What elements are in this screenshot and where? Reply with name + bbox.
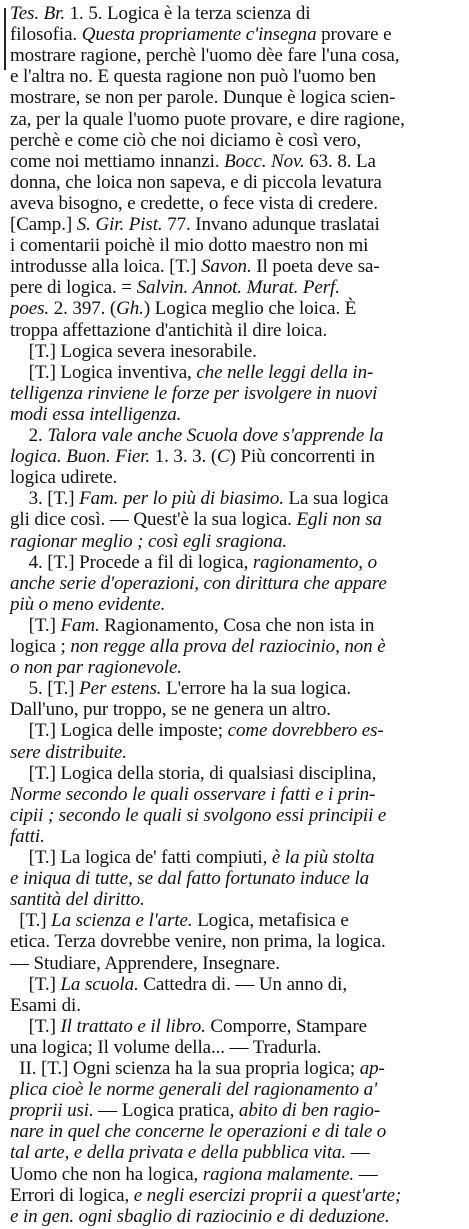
italic-text: ap- (359, 1058, 385, 1079)
text-run: e l'altra no. E questa ragione non può l'uomo ben (10, 66, 377, 88)
text-run: 1. 3. 3. ( (150, 446, 218, 468)
text-run: perchè e come ciò che noi diciamo è così vero, (10, 129, 361, 151)
italic-text: poes. (10, 298, 50, 320)
text-run: — (346, 1142, 370, 1164)
text-run: Comporre, Stampare (205, 1015, 367, 1037)
text-run: [T.] (10, 1015, 61, 1037)
text-run: 3. [T.] (10, 488, 80, 510)
text-run: [T.] La logica de' fatti compiuti, (10, 847, 272, 868)
italic-text: Talora vale anche Scuola dove s'apprende la (47, 425, 384, 446)
text-run: Ragionamento, Cosa che non ista in (99, 614, 375, 636)
italic-text: Bocc. Nov. (224, 150, 305, 172)
text-run: — (354, 1163, 378, 1185)
italic-text: Egli non sa (296, 509, 382, 531)
italic-text: logica. Buon. Fier. (10, 446, 151, 468)
text-run: [T.] Logica della storia, di qualsiasi disciplina, (10, 762, 377, 784)
margin-rule (4, 8, 6, 70)
text-run: mostrare, se non per parole. Dunque è logica scien- (10, 87, 396, 109)
italic-text: e negli esercizi proprii a quest'arte; (133, 1184, 402, 1206)
text-line (10, 1205, 462, 1229)
italic-text: S. Gir. Pist. (76, 214, 163, 235)
text-run: [T.] Logica severa inesorabile. (10, 340, 257, 362)
italic-text: ragiona malamente. (202, 1163, 355, 1185)
text-run: pere di logica. = (10, 277, 137, 299)
italic-text: santità del diritto. (10, 889, 145, 911)
italic-text: Il trattato e il libro. (60, 1015, 206, 1037)
italic-text: ragionamento, o (252, 551, 377, 573)
italic-text: nare in quel che concerne le operazioni e di tale o (10, 1121, 387, 1143)
text-run: filosofia. (10, 24, 82, 46)
italic-text: abito di ben ragio- (238, 1100, 381, 1122)
text-run: [T.] (10, 973, 61, 995)
text-run: come noi mettiamo innanzi. (10, 150, 225, 172)
italic-text: e iniqua di tutte, se dal fatto fortunato induce la (10, 868, 370, 890)
text-run: gli dice così. — Quest'è la sua logica. (10, 509, 297, 531)
text-run: 77. Invano adunque traslatai (162, 214, 380, 235)
italic-text: Tes. Br. (10, 3, 65, 24)
text-run: Logica, metafisica e (192, 910, 349, 932)
italic-text: telligenza rinviene le forze per isvolgere in nuovi (10, 382, 378, 404)
italic-text: ragionar meglio ; così egli sragiona. (10, 530, 288, 552)
italic-text: che nelle leggi della in- (196, 361, 374, 383)
text-run: L'errore ha la sua logica. (161, 678, 352, 700)
italic-text: come dovrebbero es- (227, 720, 384, 742)
italic-text: Per estens. (79, 678, 162, 700)
text-run: mostrare ragione, perchè l'uomo dèe fare l'una cosa, (10, 45, 400, 67)
italic-text: modi essa intelligenza. (10, 403, 182, 425)
italic-text: non regge alla prova del raziocinio, non è (70, 636, 386, 657)
text-run: La sua logica (283, 488, 389, 510)
text-run: ) Più concorrenti in (229, 446, 375, 468)
text-run: logica udirete. (10, 467, 118, 489)
text-run: — Logica pratica, (93, 1100, 239, 1122)
text-run: [T.] Logica inventiva, (10, 361, 197, 383)
italic-text: o non par ragionevole. (10, 657, 182, 679)
text-run: una logica; Il volume della... — Tradurla. (10, 1036, 322, 1058)
text-run: 5. [T.] (10, 678, 80, 700)
text-run: troppa affettazione d'antichità il dire loica. (10, 319, 328, 341)
italic-text: C (217, 446, 230, 468)
text-run: introdusse alla loica. [T.] (10, 256, 202, 278)
text-run: logica ; (10, 636, 71, 657)
text-run: 63. 8. La (304, 150, 376, 172)
text-run: 2. 397. ( (49, 298, 117, 320)
text-run: aveva bisogno, e credette, o fece vista di credere. (10, 192, 378, 214)
text-run: Il poeta deve sa- (251, 256, 380, 278)
text-run: Uomo che non ha logica, (10, 1163, 203, 1185)
text-run: ) Logica meglio che loica. È (143, 298, 357, 320)
italic-text: sere distribuite. (10, 741, 127, 763)
italic-text: Savon. (201, 256, 252, 278)
italic-text: Norme secondo le quali osservare i fatti e i prin- (10, 783, 376, 805)
text-run: i comentarii poichè il mio dotto maestro non mi (10, 235, 369, 257)
italic-text: plica cioè le norme generali del ragionamento a' (10, 1079, 378, 1101)
text-run: Esami di. (10, 994, 81, 1016)
text-run: Errori di logica, (10, 1184, 134, 1206)
text-run: Cattedra di. — Un anno di, (138, 973, 348, 995)
italic-text: e in gen. ogni sbaglio di raziocinio e di deduzione. (10, 1205, 390, 1227)
text-run: [T.] (10, 910, 52, 932)
italic-text: fatti. (10, 825, 45, 847)
italic-text: La scienza e l'arte. (51, 910, 193, 932)
text-run: [Camp.] (10, 214, 77, 235)
italic-text: Fam. (60, 614, 100, 636)
italic-text: tal arte, e della privata e della pubblica vita. (10, 1142, 347, 1164)
text-run: etica. Terza dovrebbe venire, non prima, la logica. (10, 931, 386, 953)
italic-text: Gh. (116, 298, 144, 320)
text-run: provare e (316, 24, 392, 46)
text-run: 1. 5. Logica è la terza scienza di (65, 3, 311, 24)
italic-text: proprii usi. (10, 1100, 94, 1122)
text-run: II. [T.] Ogni scienza ha la sua propria logica; (10, 1058, 360, 1079)
italic-text: anche serie d'operazioni, con dirittura che appare (10, 572, 387, 594)
text-run: [T.] Logica delle imposte; (10, 720, 228, 742)
italic-text: Salvin. Annot. Murat. Perf. (136, 277, 340, 299)
text-run: Dall'uno, pur troppo, se ne genera un altro. (10, 699, 331, 721)
italic-text: cipii ; secondo le quali si svolgono essi principii e (10, 804, 387, 826)
text-run: za, per la quale l'uomo puote provare, e dire ragione, (10, 108, 405, 130)
text-run: 2. (10, 425, 48, 446)
italic-text: La scuola. (60, 973, 139, 995)
italic-text: Questa propriamente c'insegna (81, 24, 317, 46)
text-run: donna, che loica non sapeva, e di piccola levatura (10, 171, 382, 193)
italic-text: è la più stolta (271, 847, 375, 868)
italic-text: Fam. per lo più di biasimo. (79, 488, 284, 510)
text-run: 4. [T.] Procede a fil di logica, (10, 551, 253, 573)
text-run: [T.] (10, 614, 61, 636)
text-run: — Studiare, Apprendere, Insegnare. (10, 952, 280, 974)
italic-text: più o meno evidente. (10, 593, 166, 615)
